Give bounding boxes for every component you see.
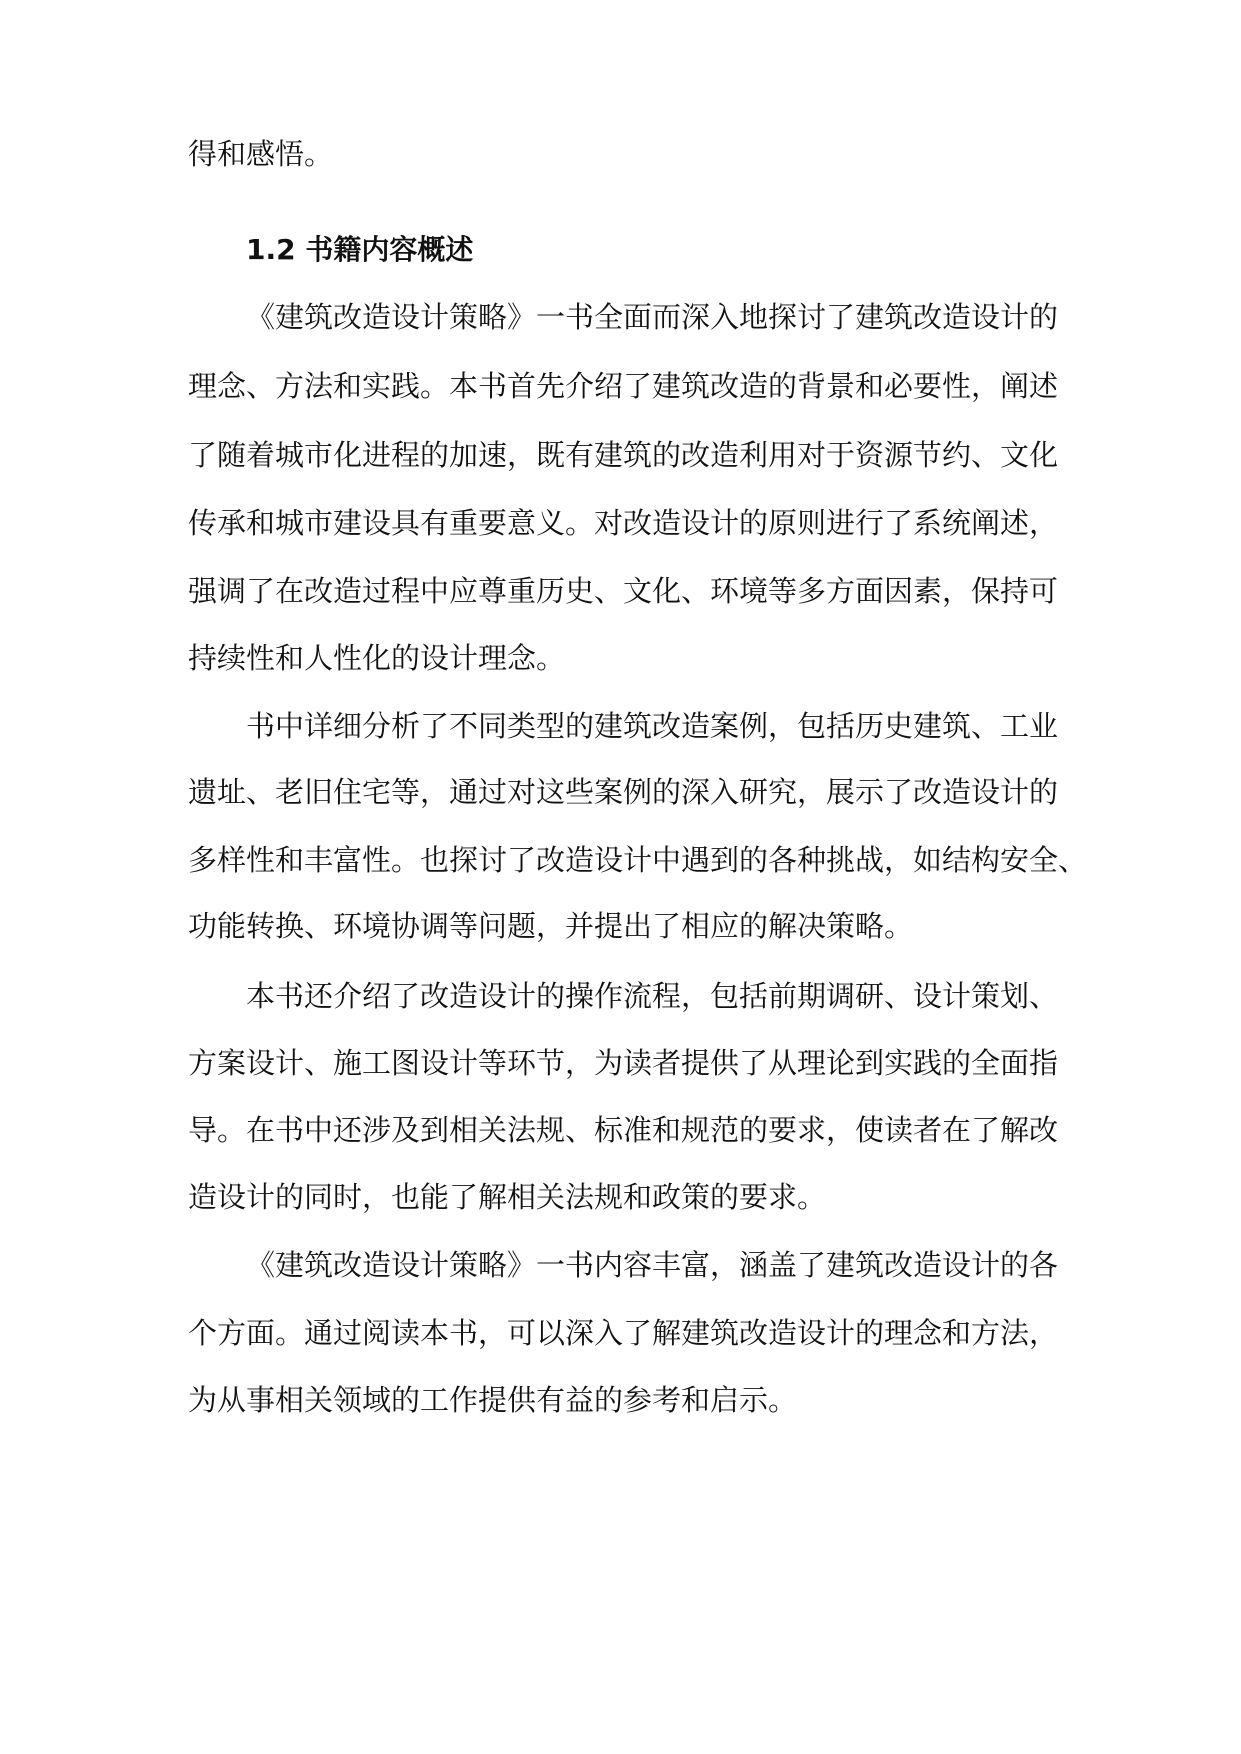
paragraph-1-line-6: 持续性和人性化的设计理念。: [188, 641, 566, 675]
paragraph-4-line-3: 为从事相关领域的工作提供有益的参考和启示。: [188, 1383, 798, 1417]
paragraph-3-line-3: 导。在书中还涉及到相关法规、标准和规范的要求，使读者在了解改: [188, 1113, 1059, 1147]
paragraph-1-line-5: 强调了在改造过程中应尊重历史、文化、环境等多方面因素，保持可: [188, 574, 1059, 608]
section-heading: 1.2 书籍内容概述: [246, 233, 474, 266]
paragraph-4-line-1: 《建筑改造设计策略》一书内容丰富，涵盖了建筑改造设计的各: [246, 1248, 1059, 1282]
paragraph-1-line-3: 了随着城市化进程的加速，既有建筑的改造利用对于资源节约、文化: [188, 438, 1059, 472]
paragraph-1-line-4: 传承和城市建设具有重要意义。对改造设计的原则进行了系统阐述，: [188, 506, 1059, 540]
paragraph-1-line-2: 理念、方法和实践。本书首先介绍了建筑改造的背景和必要性，阐述: [188, 369, 1059, 403]
paragraph-2-line-1: 书中详细分析了不同类型的建筑改造案例，包括历史建筑、工业: [246, 709, 1059, 743]
paragraph-3-line-2: 方案设计、施工图设计等环节，为读者提供了从理论到实践的全面指: [188, 1046, 1059, 1080]
paragraph-tail-line: 得和感悟。: [188, 137, 334, 171]
paragraph-2-line-2: 遗址、老旧住宅等，通过对这些案例的深入研究，展示了改造设计的: [188, 775, 1059, 809]
paragraph-2-line-3: 多样性和丰富性。也探讨了改造设计中遇到的各种挑战，如结构安全、: [188, 843, 1088, 877]
paragraph-4-line-2: 个方面。通过阅读本书，可以深入了解建筑改造设计的理念和方法，: [188, 1316, 1059, 1350]
paragraph-3-line-4: 造设计的同时，也能了解相关法规和政策的要求。: [188, 1180, 827, 1214]
paragraph-3-line-1: 本书还介绍了改造设计的操作流程，包括前期调研、设计策划、: [246, 979, 1059, 1013]
paragraph-1-line-1: 《建筑改造设计策略》一书全面而深入地探讨了建筑改造设计的: [246, 300, 1059, 334]
paragraph-2-line-4: 功能转换、环境协调等问题，并提出了相应的解决策略。: [188, 909, 914, 943]
